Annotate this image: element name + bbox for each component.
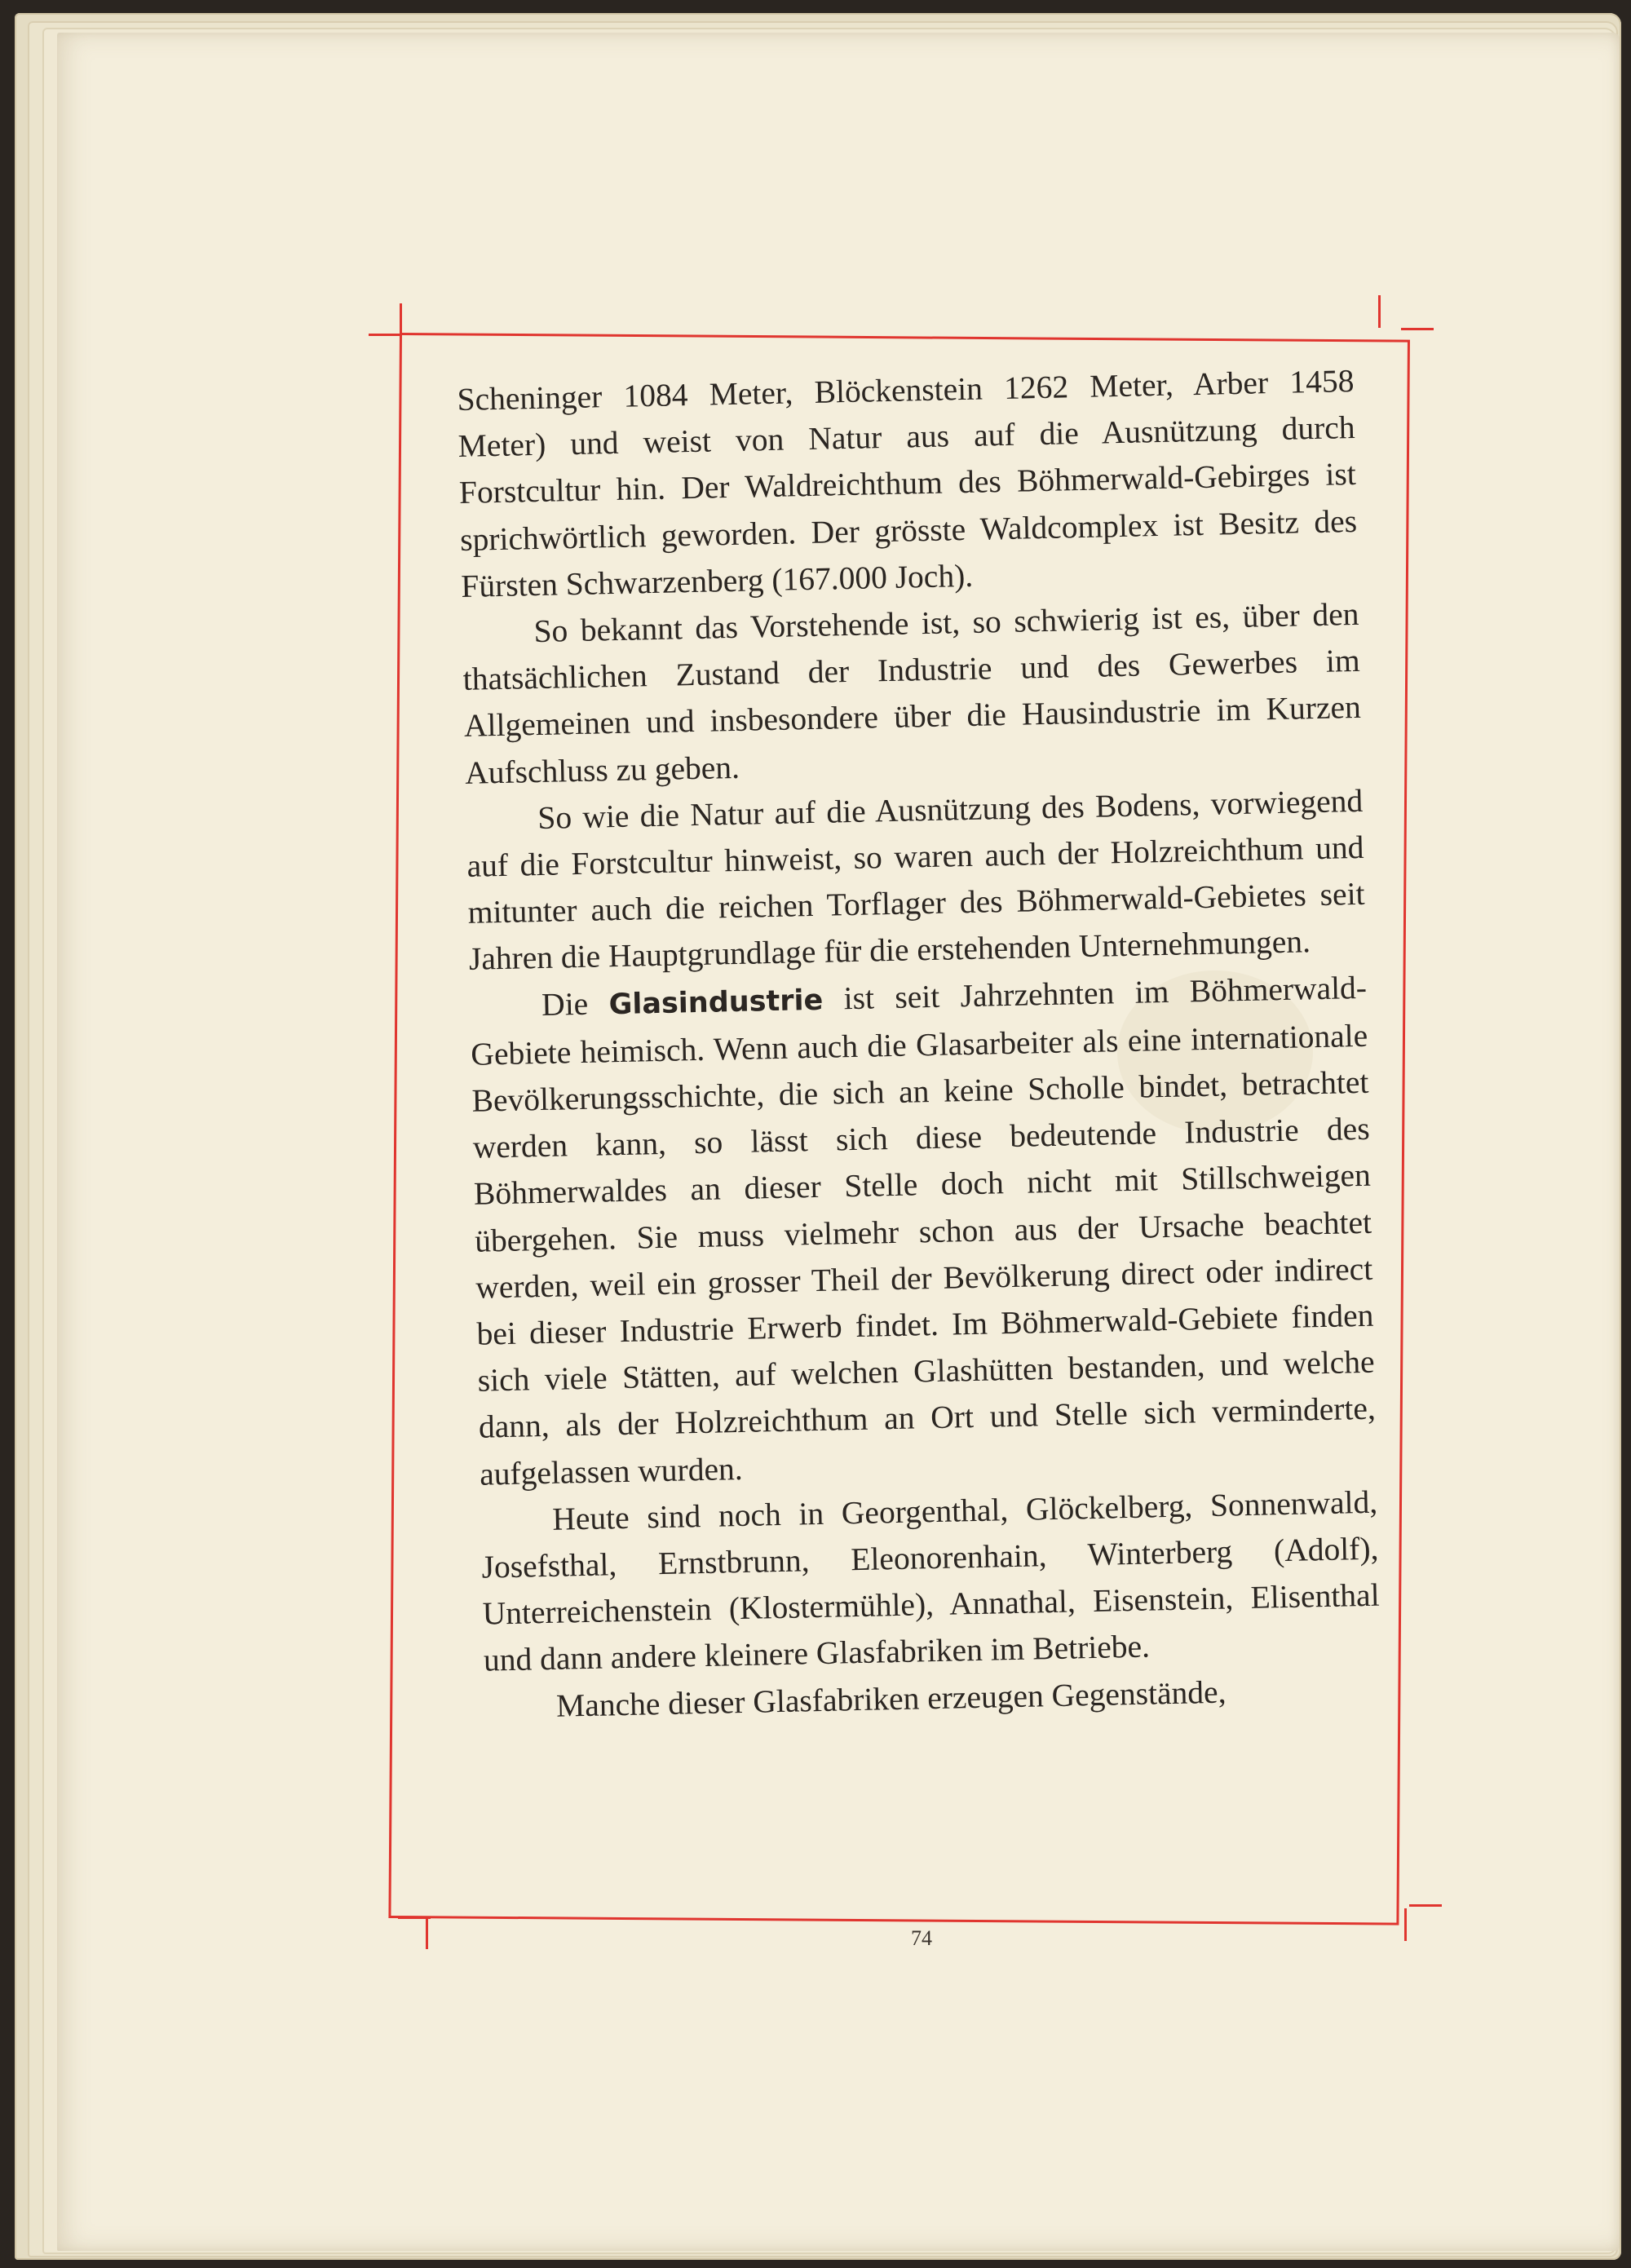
- paragraph: So bekannt das Vorstehende ist, so schwierig ist es, über den thatsächlichen Zustand der Industrie und des Gewerbes im Allgemeinen und insbesondere über die Hausindustrie im Kurzen Aufschluss zu geben.: [462, 595, 1362, 791]
- paragraph: Manche dieser Glasfabriken erzeugen Gegenstände,: [555, 1673, 1227, 1724]
- frame-corner-ornament: [400, 303, 402, 336]
- frame-corner-ornament: [426, 1917, 428, 1949]
- frame-corner-ornament: [1404, 1908, 1407, 1941]
- frame-corner-ornament: [1409, 1904, 1442, 1907]
- paragraph-glasindustrie: [470, 964, 1377, 1497]
- page-number: 74: [911, 1926, 932, 1950]
- bold-term: Glasindustrie: [608, 984, 824, 1021]
- paragraph: Heute sind noch in Georgenthal, Glöckelberg, Sonnenwald, Josefsthal, Ernstbrunn, Eleonorenhain, Winterberg (Adolf), Unterreichenstein (Klostermühle), Annathal, Eisenstein, Elisenthal und dann andere kleinere Glasfabriken im Betriebe.: [481, 1483, 1380, 1679]
- paragraph-rest: ist seit Jahrzehnten im Böhmerwald-Gebiete heimisch. Wenn auch die Glasarbeiter als eine internationale Bevölkerungsschichte, die sich an keine Scholle bindet, betrachtet werden kann, so lässt sich diese bedeutende Industrie des Böhmerwaldes an dieser Stelle doch nicht mit Stillschweigen übergehen. Sie muss vielmehr schon aus der Ursache beachtet werden, weil ein grosser Theil der Bevölkerung direct oder indirect bei dieser Industrie Erwerb findet. Im Böhmerwald-Gebiete finden sich viele Stätten, auf welchen Glashütten bestanden, und welche dann, als der Holzreichthum an Ort und Stelle sich verminderte, aufgelassen wurden.: [470, 969, 1377, 1492]
- paragraph: Scheninger 1084 Meter, Blöckenstein 1262 Meter, Arber 1458 Meter) und weist von Natur aus auf die Ausnützung durch Forstcultur hin. Der Waldreichthum des Böhmerwald-Gebirges ist sprichwörtlich geworden. Der grösste Waldcomplex ist Besitz des Fürsten Schwarzenberg (167.000 Joch).: [457, 362, 1358, 604]
- frame-corner-ornament: [369, 334, 401, 336]
- frame-corner-ornament: [1378, 295, 1381, 328]
- paragraph: So wie die Natur auf die Ausnützung des Bodens, vorwiegend auf die Forstcultur hinweist, so waren auch der Holzreichthum und mitunter auch die reichen Torflager des Böhmerwald-Gebietes seit Jahren die Hauptgrundlage für die erstehenden Unternehmungen.: [466, 782, 1365, 978]
- body-text: [457, 358, 1382, 1731]
- frame-corner-ornament: [1401, 328, 1434, 330]
- paragraph-lead: Die: [541, 984, 610, 1023]
